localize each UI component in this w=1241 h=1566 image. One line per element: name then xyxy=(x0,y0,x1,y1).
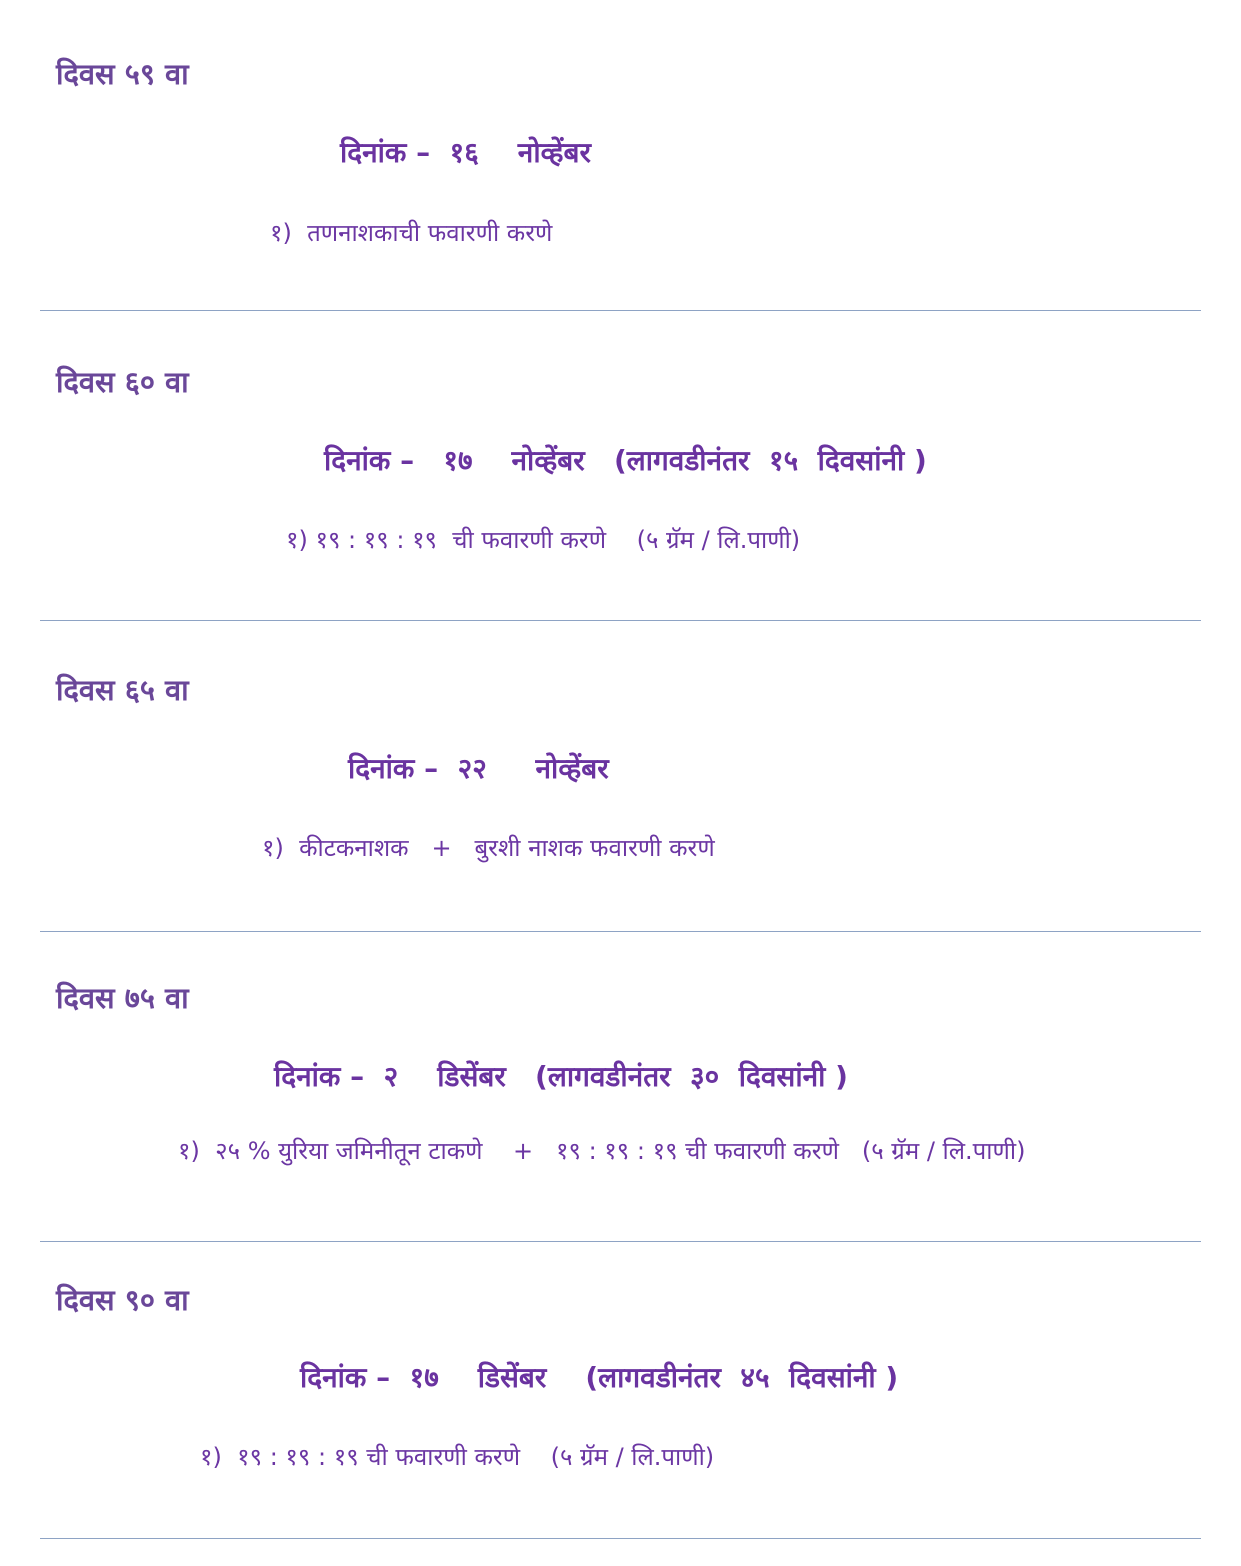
section-divider xyxy=(40,620,1201,621)
date-line: दिनांक – २ डिसेंबर (लागवडीनंतर ३० दिवसांनी ) xyxy=(274,1060,848,1093)
section-divider xyxy=(40,310,1201,311)
day-heading: दिवस ६० वा xyxy=(56,365,189,399)
date-line: दिनांक – १७ डिसेंबर (लागवडीनंतर ४५ दिवसांनी ) xyxy=(300,1361,899,1394)
section-divider xyxy=(40,1241,1201,1242)
date-line: दिनांक – १७ नोव्हेंबर (लागवडीनंतर १५ दिवसांनी ) xyxy=(324,444,927,477)
task-item: १) १९ : १९ : १९ ची फवारणी करणे (५ ग्रॅम / लि.पाणी) xyxy=(286,526,801,554)
section-divider xyxy=(40,1538,1201,1539)
date-line: दिनांक – १६ नोव्हेंबर xyxy=(340,136,591,169)
section-divider xyxy=(40,931,1201,932)
day-heading: दिवस ७५ वा xyxy=(56,981,189,1015)
task-item: १) १९ : १९ : १९ ची फवारणी करणे (५ ग्रॅम / लि.पाणी) xyxy=(200,1443,715,1471)
date-line: दिनांक – २२ नोव्हेंबर xyxy=(348,752,609,785)
task-item: १) २५ % युरिया जमिनीतून टाकणे + १९ : १९ : १९ ची फवारणी करणे (५ ग्रॅम / लि.पाणी) xyxy=(178,1137,1026,1165)
day-heading: दिवस ६५ वा xyxy=(56,673,189,707)
day-heading: दिवस ९० वा xyxy=(56,1283,189,1317)
task-item: १) तणनाशकाची फवारणी करणे xyxy=(270,219,553,247)
day-heading: दिवस ५९ वा xyxy=(56,57,189,91)
task-item: १) कीटकनाशक + बुरशी नाशक फवारणी करणे xyxy=(262,834,715,862)
